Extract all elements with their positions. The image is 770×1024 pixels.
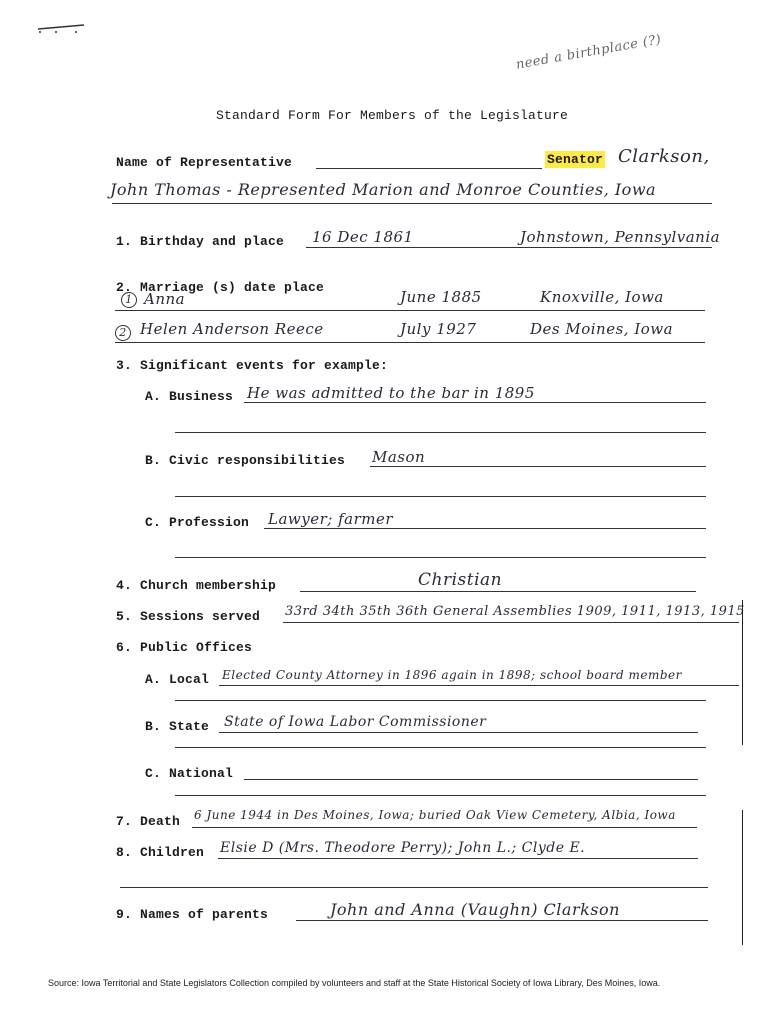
marriage-2-place: Des Moines, Iowa (530, 320, 674, 338)
state-hand: State of Iowa Labor Commissioner (224, 714, 487, 730)
parents-line (296, 920, 708, 921)
national-label: C. National (145, 766, 234, 781)
death-hand: 6 June 1944 in Des Moines, Iowa; buried Oak View Cemetery, Albia, Iowa (194, 808, 676, 822)
name-line2-hand: John Thomas - Represented Marion and Monroe Counties, Iowa (110, 180, 657, 199)
scribble-icon (36, 23, 86, 33)
civic-line (370, 466, 706, 467)
senator-text: Senator (547, 152, 604, 167)
state-line-2 (175, 747, 706, 748)
offices-label: 6. Public Offices (116, 640, 253, 655)
sessions-hand: 33rd 34th 35th 36th General Assemblies 1909, 1911, 1913, 1915 (285, 604, 745, 619)
church-hand: Christian (418, 570, 503, 590)
civic-hand: Mason (372, 448, 426, 466)
name-label: Name of Representative (116, 155, 293, 170)
profession-line (264, 528, 706, 529)
birth-label: 1. Birthday and place (116, 234, 285, 249)
marriage-2-num: 2 (115, 325, 131, 341)
marriage-line-1 (115, 310, 705, 311)
children-line (218, 858, 698, 859)
national-line (244, 779, 698, 780)
sessions-line (283, 622, 739, 623)
sessions-label: 5. Sessions served (116, 609, 261, 624)
name-line2 (112, 203, 712, 204)
marriage-1-date: June 1885 (400, 288, 482, 306)
local-label: A. Local (145, 672, 210, 687)
name-line (316, 168, 542, 169)
marriage-2-name: Helen Anderson Reece (140, 320, 324, 338)
children-line-2 (120, 887, 708, 888)
business-line (244, 402, 706, 403)
profession-label: C. Profession (145, 515, 250, 530)
civic-line-2 (175, 496, 706, 497)
local-hand: Elected County Attorney in 1896 again in 1898; school board member (222, 668, 682, 682)
senator-highlight (545, 152, 605, 167)
marriage-1-place: Knoxville, Iowa (540, 288, 664, 306)
business-line-2 (175, 432, 706, 433)
marriage-label: 2. Marriage (s) date place (116, 280, 325, 295)
marriage-1-name: Anna (144, 290, 186, 308)
parents-hand: John and Anna (Vaughn) Clarkson (330, 900, 620, 919)
page-title: Standard Form For Members of the Legislature (216, 108, 569, 123)
birth-line (306, 247, 712, 248)
local-line (219, 685, 739, 686)
stray-mark (36, 20, 86, 28)
marriage-2-date: July 1927 (400, 320, 477, 338)
birth-place-hand: Johnstown, Pennsylvania (520, 228, 721, 246)
profession-hand: Lawyer; farmer (268, 510, 394, 528)
right-bracket-upper (742, 600, 743, 745)
source-note: Source: Iowa Territorial and State Legislators Collection compiled by volunteers and staff at the State Historical Society of Iowa Library, Des Moines, Iowa. (48, 978, 661, 988)
birth-date-hand: 16 Dec 1861 (312, 228, 414, 246)
right-bracket-lower (742, 810, 743, 945)
church-label: 4. Church membership (116, 578, 277, 593)
events-label: 3. Significant events for example: (116, 358, 389, 373)
national-line-2 (175, 795, 706, 796)
children-label: 8. Children (116, 845, 205, 860)
parents-label: 9. Names of parents (116, 907, 269, 922)
business-hand: He was admitted to the bar in 1895 (247, 384, 535, 402)
marriage-1-num: 1 (121, 292, 137, 308)
profession-line-2 (175, 557, 706, 558)
death-line (192, 827, 697, 828)
church-line (300, 591, 696, 592)
marriage-line-2 (115, 342, 705, 343)
local-line-2 (175, 700, 706, 701)
state-line (219, 732, 698, 733)
business-label: A. Business (145, 389, 234, 404)
children-hand: Elsie D (Mrs. Theodore Perry); John L.; Clyde E. (220, 840, 586, 856)
top-note: need a birthplace (?) (514, 32, 663, 73)
death-label: 7. Death (116, 814, 181, 829)
civic-label: B. Civic responsibilities (145, 453, 346, 468)
state-label: B. State (145, 719, 210, 734)
surname-hand: Clarkson, (618, 146, 710, 167)
